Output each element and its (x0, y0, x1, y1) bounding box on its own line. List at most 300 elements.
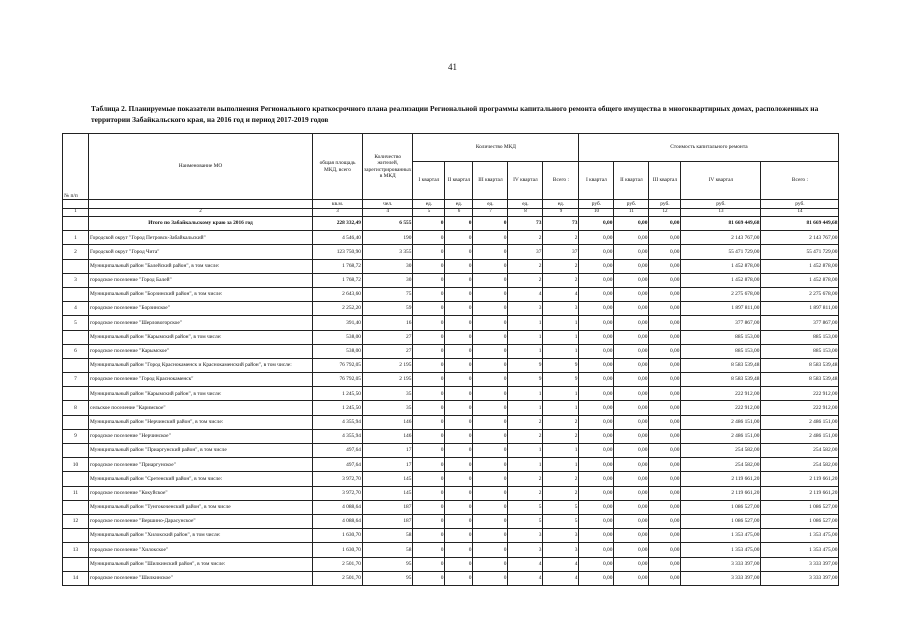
table-cell: 7 (63, 373, 89, 387)
header-count-q1: I квартал (413, 162, 445, 200)
table-cell: 222 912,00 (761, 401, 839, 415)
table-caption: Таблица 2. Планируемые показатели выполнения Регионального краткосрочного плана реализации Региональной программы капитального ремонта общего имущества в многоквартирных домах, расположенных на территории Забайкальского края, на 2016 год и период 2017-2019 годов (91, 104, 819, 124)
table-cell: 0 (413, 302, 445, 316)
table-cell: 17 (363, 444, 413, 458)
table-cell: 4 (543, 557, 579, 571)
table-cell: 0,00 (649, 571, 681, 585)
table-cell: 0 (473, 486, 508, 500)
table-cell: 1 452 878,00 (681, 259, 761, 273)
table-cell: 2 501,70 (313, 557, 363, 571)
table-cell (63, 415, 89, 429)
table-cell: 55 471 729,00 (681, 245, 761, 259)
unit-cell: руб. (649, 200, 681, 209)
table-cell: 0,00 (649, 302, 681, 316)
table-cell: 0 (445, 358, 473, 372)
table-cell: 11 (63, 486, 89, 500)
table-cell: 0,00 (579, 217, 614, 231)
table-cell: 0 (445, 429, 473, 443)
header-cost-q4: IV квартал (681, 162, 761, 200)
table-cell: 0,00 (579, 557, 614, 571)
table-cell: Муниципальный район "Балейский район", в том числе: (89, 259, 313, 273)
table-cell: 0,00 (614, 344, 649, 358)
table-cell: 2 (543, 259, 579, 273)
table-cell: 0 (413, 415, 445, 429)
header-area: общая площадь МКД, всего (313, 134, 363, 200)
unit-cell (63, 200, 89, 209)
table-cell: 0 (473, 401, 508, 415)
table-cell: 0 (413, 217, 445, 231)
table-cell: 0,00 (579, 302, 614, 316)
table-cell: 3 972,70 (313, 472, 363, 486)
table-cell: 0 (445, 330, 473, 344)
table-cell: 8 583 539,48 (681, 373, 761, 387)
table-cell: 2 119 661,20 (761, 486, 839, 500)
table-cell: 0 (413, 373, 445, 387)
table-cell: 222 912,00 (681, 401, 761, 415)
table-cell: 0 (413, 245, 445, 259)
table-cell: 8 583 539,48 (761, 373, 839, 387)
table-cell: 27 (363, 344, 413, 358)
col-number: 6 (445, 209, 473, 217)
unit-cell: чел. (363, 200, 413, 209)
table-cell: 0 (445, 316, 473, 330)
table-cell: 4 (543, 287, 579, 301)
table-cell: 0 (445, 514, 473, 528)
table-cell: 0 (413, 429, 445, 443)
table-cell (63, 529, 89, 543)
table-cell: 254 582,00 (761, 458, 839, 472)
table-cell: 0,00 (579, 486, 614, 500)
table-cell: 0,00 (579, 231, 614, 245)
table-cell: 0 (473, 458, 508, 472)
table-cell: 1 (508, 444, 543, 458)
table-cell: 3 333 397,00 (681, 557, 761, 571)
table-cell: 0 (413, 231, 445, 245)
table-cell: 0,00 (579, 287, 614, 301)
table-cell: 2 143 767,00 (761, 231, 839, 245)
table-cell: 2 119 661,20 (681, 486, 761, 500)
table-cell: 37 (543, 245, 579, 259)
table-cell: 58 (363, 543, 413, 557)
table-cell: 4 (63, 302, 89, 316)
table-row (63, 557, 839, 571)
table-cell: 0 (445, 486, 473, 500)
table-cell: 0,00 (579, 514, 614, 528)
table-cell: 0 (413, 387, 445, 401)
table-cell: 0,00 (614, 429, 649, 443)
table-cell: 0 (413, 259, 445, 273)
table-cell: 0,00 (614, 401, 649, 415)
table-cell: 12 (63, 514, 89, 528)
table-row (63, 415, 839, 429)
table-cell: 9 (508, 358, 543, 372)
table-cell: 13 (63, 543, 89, 557)
table-cell: 2 119 661,20 (761, 472, 839, 486)
table-cell (63, 287, 89, 301)
table-cell: городское поселение "Борзинское" (89, 302, 313, 316)
table-cell: 0 (413, 344, 445, 358)
table-cell: 1 353 475,00 (681, 529, 761, 543)
table-cell (63, 500, 89, 514)
table-cell: 0 (413, 287, 445, 301)
table-cell: 0 (473, 415, 508, 429)
table-cell: Муниципальный район "Нерчинский район", в том числе: (89, 415, 313, 429)
table-cell: 0,00 (614, 472, 649, 486)
table-cell: 2 143 767,00 (681, 231, 761, 245)
header-cost-q2: II квартал (614, 162, 649, 200)
table-cell: 4 088,64 (313, 500, 363, 514)
table-row (63, 543, 839, 557)
table-cell: Муниципальный район "Хилокский район", в том числе: (89, 529, 313, 543)
table-cell: 0 (473, 330, 508, 344)
table-row (63, 330, 839, 344)
table-cell: 3 (543, 529, 579, 543)
table-cell: 2 486 151,00 (681, 429, 761, 443)
table-cell: 0,00 (649, 557, 681, 571)
table-cell: 0,00 (579, 444, 614, 458)
table-cell: 1 353 475,00 (681, 543, 761, 557)
table-cell: 3 (543, 302, 579, 316)
table-cell (63, 330, 89, 344)
table-cell: 0 (445, 529, 473, 543)
table-cell: 0,00 (579, 358, 614, 372)
table-cell: Муниципальный район "Город Краснокаменск и Краснокаменский район", в том числе: (89, 358, 313, 372)
header-residents: Количество жителей, зарегистрированных в МКД (363, 134, 413, 200)
table-cell: 0,00 (649, 458, 681, 472)
table-cell: 0 (473, 316, 508, 330)
table-row (63, 302, 839, 316)
table-cell: 0,00 (649, 316, 681, 330)
table-cell: 0,00 (614, 217, 649, 231)
table-cell: 254 582,00 (681, 458, 761, 472)
table-cell: городское поселение "Шерловогорское" (89, 316, 313, 330)
table-cell: 0,00 (579, 259, 614, 273)
table-cell: 2 (543, 472, 579, 486)
table-cell: 1 630,70 (313, 529, 363, 543)
table-cell: 0,00 (614, 571, 649, 585)
header-cost-total: Всего : (761, 162, 839, 200)
table-cell: 0 (445, 344, 473, 358)
col-number: 1 (63, 209, 89, 217)
header-name: Наименование МО (89, 134, 313, 200)
table-cell: 0 (413, 273, 445, 287)
table-row (63, 245, 839, 259)
table-cell: 0 (413, 444, 445, 458)
table-cell: 0 (473, 529, 508, 543)
table-cell: 0 (473, 429, 508, 443)
table-cell: Муниципальный район "Тунгокоченский район", в том числе (89, 500, 313, 514)
table-cell: 0,00 (579, 316, 614, 330)
table-cell: 6 555 (363, 217, 413, 231)
table-cell: 0,00 (614, 245, 649, 259)
table-cell: 0 (413, 358, 445, 372)
table-cell: 254 582,00 (761, 444, 839, 458)
table-cell (63, 259, 89, 273)
unit-cell: руб. (579, 200, 614, 209)
table-cell: 0,00 (649, 217, 681, 231)
table-cell: 76 792,05 (313, 358, 363, 372)
table-cell: 0 (473, 287, 508, 301)
table-cell: 0,00 (649, 444, 681, 458)
col-number: 7 (473, 209, 508, 217)
table-cell: 0,00 (649, 429, 681, 443)
table-cell: городское поселение "Нерчинское" (89, 429, 313, 443)
table-cell: 1 452 878,00 (681, 273, 761, 287)
table-cell: 538,00 (313, 344, 363, 358)
table-cell: 0,00 (614, 287, 649, 301)
table-cell: 0 (445, 401, 473, 415)
unit-cell: ед. (445, 200, 473, 209)
table-cell: 0 (445, 458, 473, 472)
table-cell: городское поселение "Кокуйское" (89, 486, 313, 500)
unit-cell: ед. (508, 200, 543, 209)
table-cell: 187 (363, 500, 413, 514)
col-number: 14 (761, 209, 839, 217)
table-cell: 8 583 539,48 (681, 358, 761, 372)
col-number: 3 (313, 209, 363, 217)
col-number: 5 (413, 209, 445, 217)
table-cell: 2 (543, 429, 579, 443)
table-cell: 0,00 (649, 500, 681, 514)
table-cell: 1 (543, 330, 579, 344)
table-cell: 4 (508, 571, 543, 585)
table-cell: 58 (363, 529, 413, 543)
table-cell: 81 669 449,68 (761, 217, 839, 231)
table-cell: 190 (363, 231, 413, 245)
table-cell: 885 153,00 (681, 330, 761, 344)
table-cell: 35 (363, 387, 413, 401)
table-cell: 0 (445, 387, 473, 401)
table-row (63, 387, 839, 401)
table-cell (63, 444, 89, 458)
table-cell: 1 (543, 344, 579, 358)
table-cell: Итого по Забайкальскому краю за 2016 год (89, 217, 313, 231)
table-cell: 3 (508, 543, 543, 557)
table-cell: 1 (508, 387, 543, 401)
table-cell: 2 (508, 231, 543, 245)
table-cell: 9 (63, 429, 89, 443)
table-cell: 1 (508, 330, 543, 344)
table-cell: 3 (508, 302, 543, 316)
table-cell: 0,00 (614, 316, 649, 330)
table-cell: 1 (508, 344, 543, 358)
table-cell: 5 (508, 514, 543, 528)
table-cell: Городской округ "Город Петровск-Забайкальский" (89, 231, 313, 245)
table-cell: 0,00 (649, 486, 681, 500)
header-group-count: Количество МКД (413, 134, 579, 162)
table-cell: 0 (445, 500, 473, 514)
table-cell: 95 (363, 557, 413, 571)
table-row (63, 231, 839, 245)
table-cell: городское поселение "Приаргунское" (89, 458, 313, 472)
table-cell: 0 (473, 472, 508, 486)
table-cell: 30 (363, 259, 413, 273)
table-cell: 0,00 (614, 557, 649, 571)
table-cell: 16 (363, 316, 413, 330)
table-cell: 1 086 527,00 (761, 514, 839, 528)
table-cell: 2 275 678,00 (761, 287, 839, 301)
table-cell: 145 (363, 472, 413, 486)
table-cell: 0,00 (579, 429, 614, 443)
col-number: 13 (681, 209, 761, 217)
table-cell: 0,00 (614, 415, 649, 429)
table-cell: Муниципальный район "Сретенский район", в том числе: (89, 472, 313, 486)
table-cell: 2 486 151,00 (681, 415, 761, 429)
table-cell: 0,00 (649, 231, 681, 245)
table-cell: 0 (413, 529, 445, 543)
table-cell: городское поселение "Вершино-Дарасунское" (89, 514, 313, 528)
table-cell: 0,00 (579, 529, 614, 543)
table-cell: 0 (445, 259, 473, 273)
table-row (63, 287, 839, 301)
table-cell: 2 (508, 259, 543, 273)
table-cell: 2 486 151,00 (761, 415, 839, 429)
table-cell: 30 (363, 273, 413, 287)
table-cell: 0,00 (614, 302, 649, 316)
table-cell: 0 (445, 373, 473, 387)
table-cell: 254 582,00 (681, 444, 761, 458)
table-cell: 0,00 (649, 358, 681, 372)
table-cell: 0,00 (614, 273, 649, 287)
table-cell: 0,00 (649, 529, 681, 543)
table-cell: 0,00 (649, 543, 681, 557)
header-group-cost: Стоимость капитального ремонта (579, 134, 839, 162)
table-row (63, 259, 839, 273)
table-row (63, 273, 839, 287)
table-row (63, 500, 839, 514)
table-cell: 1 897 811,00 (761, 302, 839, 316)
table-cell: 0,00 (579, 330, 614, 344)
table-cell: 0,00 (614, 387, 649, 401)
table-cell: 0 (473, 387, 508, 401)
unit-cell: кв.м. (313, 200, 363, 209)
table-cell: 0 (413, 458, 445, 472)
unit-cell: ед. (413, 200, 445, 209)
table-cell: 0 (473, 571, 508, 585)
table-cell: 885 153,00 (681, 344, 761, 358)
table-cell: 0 (413, 316, 445, 330)
table-cell: 391,40 (313, 316, 363, 330)
header-count-q4: IV квартал (508, 162, 543, 200)
table-cell: 27 (363, 330, 413, 344)
unit-cell: руб. (681, 200, 761, 209)
table-cell: 0,00 (579, 415, 614, 429)
table-cell: 146 (363, 429, 413, 443)
table-cell: 1 768,72 (313, 273, 363, 287)
table-cell: 2 195 (363, 373, 413, 387)
table-cell: 9 (508, 373, 543, 387)
page-number: 41 (448, 62, 457, 72)
table-cell: 1 (508, 401, 543, 415)
table-cell: 2 119 661,20 (681, 472, 761, 486)
table-cell: 14 (63, 571, 89, 585)
unit-cell: ед. (473, 200, 508, 209)
table-cell: 2 (543, 231, 579, 245)
table-cell: 0 (473, 259, 508, 273)
table-cell: 0,00 (649, 472, 681, 486)
table-cell: 885 153,00 (761, 344, 839, 358)
table-cell: 3 333 397,00 (761, 571, 839, 585)
table-cell: 2 643,60 (313, 287, 363, 301)
table-row (63, 429, 839, 443)
header-count-total: Всего : (543, 162, 579, 200)
col-number: 2 (89, 209, 313, 217)
table-cell: 0,00 (579, 273, 614, 287)
table-cell: 73 (543, 217, 579, 231)
table-cell: 0,00 (579, 472, 614, 486)
table-row (63, 316, 839, 330)
table-cell: 0 (473, 373, 508, 387)
table-cell: 6 (63, 344, 89, 358)
table-cell: 0,00 (649, 259, 681, 273)
table-cell: 73 (508, 217, 543, 231)
table-cell: 37 (508, 245, 543, 259)
table-cell: 81 669 449,68 (681, 217, 761, 231)
table-cell: 0,00 (579, 401, 614, 415)
table-cell: 3 (543, 543, 579, 557)
table-cell: 2 (508, 486, 543, 500)
table-cell: 2 (543, 273, 579, 287)
table-cell: 4 (543, 571, 579, 585)
table-cell: 1 897 811,00 (681, 302, 761, 316)
table-cell: 0 (445, 415, 473, 429)
table-cell: 0,00 (649, 344, 681, 358)
table-cell: 5 (543, 514, 579, 528)
table-cell: 0,00 (649, 245, 681, 259)
table-cell: 4 355,94 (313, 415, 363, 429)
col-number: 11 (614, 209, 649, 217)
table-row (63, 373, 839, 387)
table-cell: 4 355,94 (313, 429, 363, 443)
table-cell: 377 867,00 (761, 316, 839, 330)
table-cell (63, 472, 89, 486)
table-cell: 0 (445, 245, 473, 259)
table-cell: 8 (63, 401, 89, 415)
table-cell: 1 (63, 231, 89, 245)
header-cost-q3: III квартал (649, 162, 681, 200)
table-cell: 222 912,00 (761, 387, 839, 401)
table-cell: 187 (363, 514, 413, 528)
units-row (63, 200, 839, 209)
table-row-total (63, 217, 839, 231)
table-cell: 2 195 (363, 358, 413, 372)
table-cell: 1 353 475,00 (761, 529, 839, 543)
table-cell: 0 (445, 302, 473, 316)
table-cell: 1 (543, 444, 579, 458)
table-row (63, 344, 839, 358)
table-cell: 0 (413, 486, 445, 500)
table-cell (63, 217, 89, 231)
table-cell: 0 (473, 500, 508, 514)
table-cell (63, 358, 89, 372)
table-cell: 4 088,64 (313, 514, 363, 528)
table-cell: 1 452 878,00 (761, 273, 839, 287)
table-cell: 2 (543, 486, 579, 500)
table-cell: 0 (413, 514, 445, 528)
table-cell: 2 275 678,00 (681, 287, 761, 301)
table-body (63, 217, 839, 586)
column-number-row (63, 209, 839, 217)
table-cell: 123 750,90 (313, 245, 363, 259)
table-cell: 0,00 (649, 387, 681, 401)
header-cost-q1: I квартал (579, 162, 614, 200)
table-cell: 0 (445, 231, 473, 245)
col-number: 4 (363, 209, 413, 217)
table-cell: 0,00 (614, 500, 649, 514)
table-cell: 0 (473, 231, 508, 245)
table-cell: 0 (413, 543, 445, 557)
table-cell: городское поселение "Хилокское" (89, 543, 313, 557)
